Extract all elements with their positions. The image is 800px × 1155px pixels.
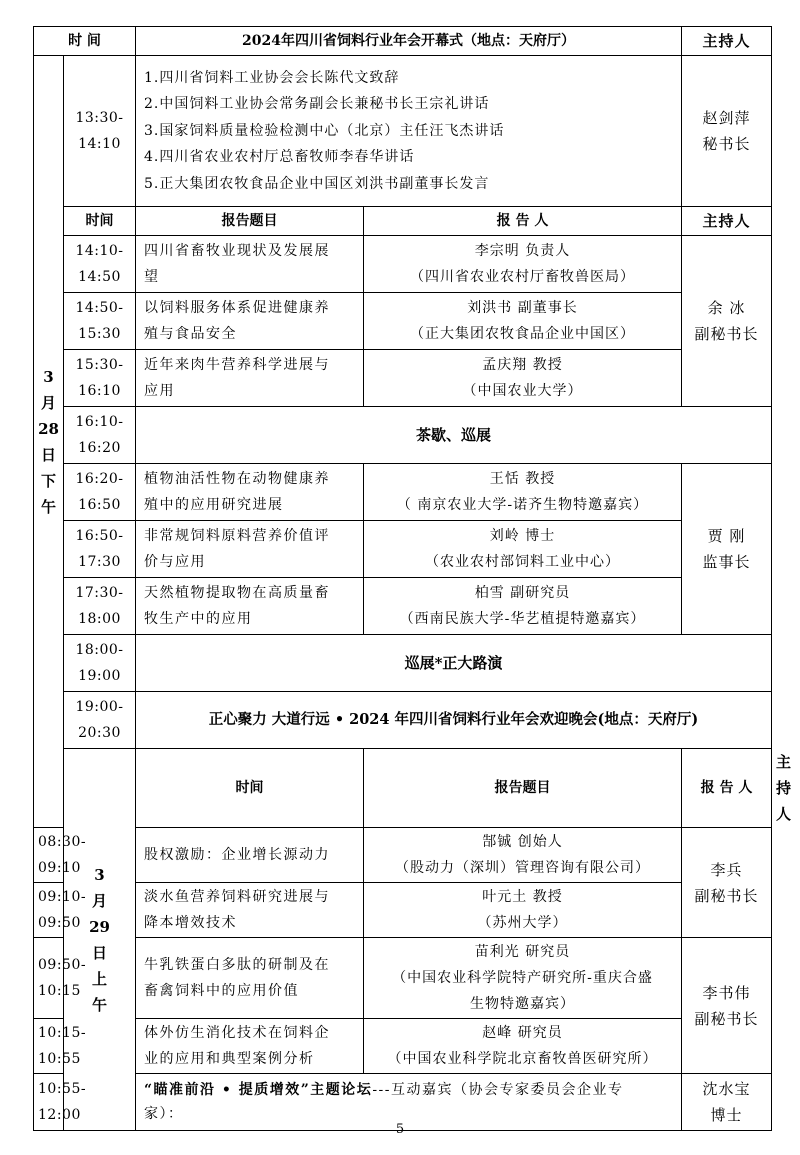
list-item: 1.四川省饲料工业协会会长陈代文致辞: [144, 69, 400, 86]
table-row: [34, 236, 772, 293]
time-cell: 09:10- 09:50: [34, 883, 64, 938]
speaker-cell: 刘岭 博士 （农业农村部饲料工业中心）: [364, 521, 682, 578]
time-cell: 15:30- 16:10: [64, 350, 136, 407]
opening-speeches: [136, 56, 682, 207]
speaker-cell: 叶元土 教授 （苏州大学）: [364, 883, 682, 938]
gala-row: [34, 692, 772, 749]
time-cell: 16:10- 16:20: [64, 407, 136, 464]
speaker-cell: 郜铖 创始人 （股动力（深圳）管理咨询有限公司）: [364, 828, 682, 883]
time-cell: 13:30- 14:10: [64, 56, 136, 207]
topic-cell: 植物油活性物在动物健康养 殖中的应用研究进展: [136, 464, 364, 521]
table-row: [34, 293, 772, 350]
col-time: 时间: [64, 207, 136, 236]
roadshow-label: 巡展*正大路演: [136, 635, 772, 692]
host-cell: 赵剑萍 秘书长: [682, 56, 772, 207]
day2-label: 3 月 29 日 上 午: [64, 749, 136, 1131]
table-row: [34, 938, 772, 1019]
tea-break-row: [34, 407, 772, 464]
gala-label: 正心聚力 大道行远 • 2024 年四川省饲料行业年会欢迎晚会(地点：天府厅): [136, 692, 772, 749]
list-item: 3.国家饲料质量检验检测中心（北京）主任汪飞杰讲话: [144, 122, 505, 139]
host-header: 主持人: [682, 27, 772, 56]
time-cell: 18:00- 19:00: [64, 635, 136, 692]
forum-cell: “瞄准前沿 • 提质增效”主题论坛---互动嘉宾（协会专家委员会企业专 家）：: [136, 1074, 682, 1131]
day1-label: 3 月 28 日 下 午: [34, 56, 64, 828]
host-cell: 余 冰 副秘书长: [682, 236, 772, 407]
forum-guests: ---互动嘉宾（协会专家委员会企业专: [372, 1082, 624, 1098]
time-cell: 10:55- 12:00: [34, 1074, 64, 1131]
time-header: 时 间: [34, 27, 136, 56]
table-row: [34, 350, 772, 407]
host-cell: 李兵 副秘书长: [682, 828, 772, 938]
time-cell: 08:30- 09:10: [34, 828, 64, 883]
time-cell: 16:50- 17:30: [64, 521, 136, 578]
topic-cell: 天然植物提取物在高质量畜 牧生产中的应用: [136, 578, 364, 635]
list-item: 4.四川省农业农村厅总畜牧师李春华讲话: [144, 149, 415, 166]
table-row: [34, 828, 772, 883]
forum-title: “瞄准前沿 • 提质增效”主题论坛: [144, 1082, 373, 1098]
tea-break-label: 茶歇、巡展: [136, 407, 772, 464]
time-cell: 14:50- 15:30: [64, 293, 136, 350]
table-row: [34, 883, 772, 938]
host-cell: 贾 刚 监事长: [682, 464, 772, 635]
table-row: [34, 1019, 772, 1074]
header-row: [34, 27, 772, 56]
column-header-row: [34, 207, 772, 236]
page-number: 5: [395, 1122, 405, 1137]
col-time: 时间: [136, 749, 364, 828]
list-item: 5.正大集团农牧食品企业中国区刘洪书副董事长发言: [144, 175, 490, 192]
roadshow-row: [34, 635, 772, 692]
topic-cell: 牛乳铁蛋白多肽的研制及在 畜禽饲料中的应用价值: [136, 938, 364, 1019]
topic-cell: 以饲料服务体系促进健康养 殖与食品安全: [136, 293, 364, 350]
table-row: [34, 464, 772, 521]
topic-cell: 体外仿生消化技术在饲料企 业的应用和典型案例分析: [136, 1019, 364, 1074]
table-row: [34, 578, 772, 635]
list-item: 2.中国饲料工业协会常务副会长兼秘书长王宗礼讲话: [144, 96, 490, 113]
host-cell: 沈水宝 博士: [682, 1074, 772, 1131]
speaker-cell: 柏雪 副研究员 （西南民族大学-华艺植提特邀嘉宾）: [364, 578, 682, 635]
speaker-cell: 苗利光 研究员 （中国农业科学院特产研究所-重庆合盛 生物特邀嘉宾）: [364, 938, 682, 1019]
speaker-cell: 赵峰 研究员 （中国农业科学院北京畜牧兽医研究所）: [364, 1019, 682, 1074]
time-cell: 10:15- 10:55: [34, 1019, 64, 1074]
speaker-cell: 李宗明 负责人 （四川省农业农村厅畜牧兽医局）: [364, 236, 682, 293]
host-cell: 李书伟 副秘书长: [682, 938, 772, 1074]
opening-title: 2024年四川省饲料行业年会开幕式（地点：天府厅）: [136, 27, 682, 56]
time-cell: 16:20- 16:50: [64, 464, 136, 521]
topic-cell: 四川省畜牧业现状及发展展 望: [136, 236, 364, 293]
opening-row: [34, 56, 772, 207]
col-speaker: 报 告 人: [682, 749, 772, 828]
topic-cell: 近年来肉牛营养科学进展与 应用: [136, 350, 364, 407]
speaker-cell: 刘洪书 副董事长 （正大集团农牧食品企业中国区）: [364, 293, 682, 350]
topic-cell: 股权激励：企业增长源动力: [136, 828, 364, 883]
time-cell: 17:30- 18:00: [64, 578, 136, 635]
col-speaker: 报 告 人: [364, 207, 682, 236]
time-cell: 09:50- 10:15: [34, 938, 64, 1019]
speaker-cell: 孟庆翔 教授 （中国农业大学）: [364, 350, 682, 407]
time-cell: 14:10- 14:50: [64, 236, 136, 293]
topic-cell: 淡水鱼营养饲料研究进展与 降本增效技术: [136, 883, 364, 938]
speaker-cell: 王恬 教授 （ 南京农业大学-诺齐生物特邀嘉宾）: [364, 464, 682, 521]
schedule-table: [33, 26, 793, 1131]
col-topic: 报告题目: [364, 749, 682, 828]
column-header-row: 3 月 29 日 上 午 时间 报告题目 报 告 人 主持人: [34, 749, 772, 828]
col-host: 主持人: [682, 207, 772, 236]
topic-cell: 非常规饲料原料营养价值评 价与应用: [136, 521, 364, 578]
table-row: [34, 521, 772, 578]
time-cell: 19:00- 20:30: [64, 692, 136, 749]
col-topic: 报告题目: [136, 207, 364, 236]
